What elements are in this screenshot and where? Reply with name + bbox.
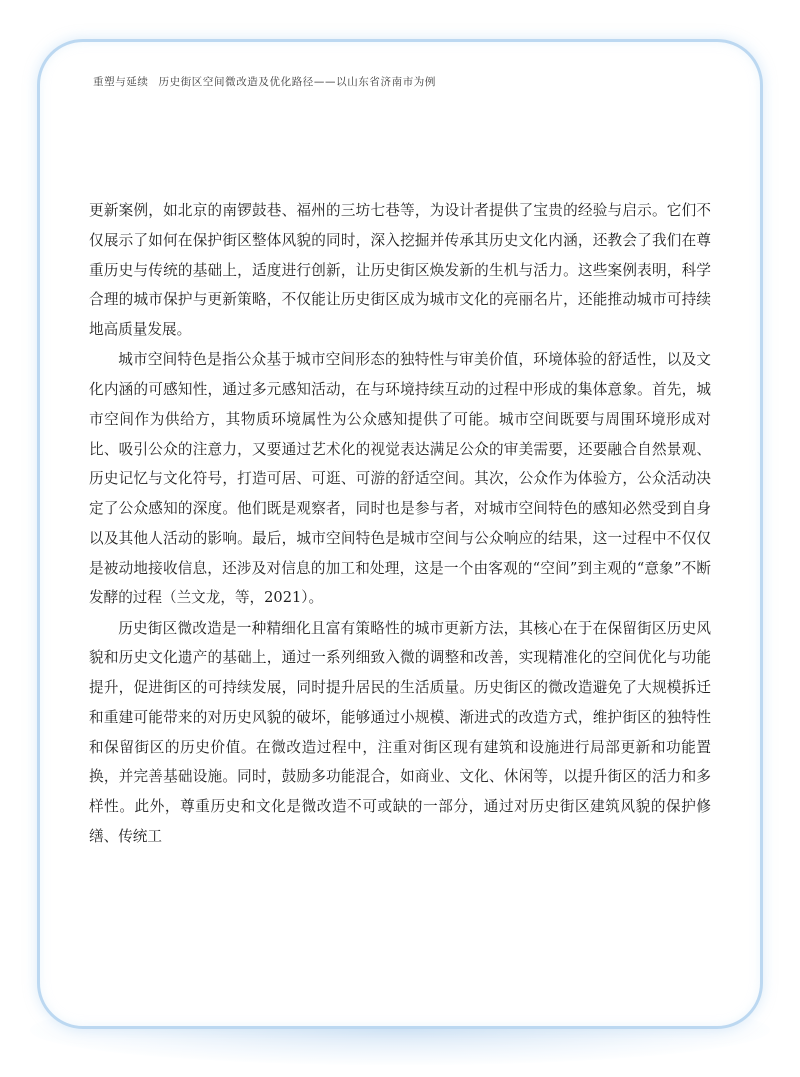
body-text xyxy=(89,196,711,852)
book-title: 重塑与延续 xyxy=(93,76,149,88)
paragraph-micro-renewal: 历史街区微改造是一种精细化且富有策略性的城市更新方法，其核心在于在保留街区历史风貌和历史文化遗产的基础上，通过一系列细致入微的调整和改善，实现精准化的空间优化与功能提升，促进街区的可持续发展，同时提升居民的生活质量。历史街区的微改造避免了大规模拆迁和重建可能带来的对历史风貌的破坏，能够通过小规模、渐进式的改造方式，维护街区的独特性和保留街区的历史价值。在微改造过程中，注重对街区现有建筑和设施进行局部更新和功能置换，并完善基础设施。同时，鼓励多功能混合，如商业、文化、休闲等，以提升街区的活力和多样性。此外，尊重历史和文化是微改造不可或缺的一部分，通过对历史街区建筑风貌的保护修缮、传统工 xyxy=(89,619,711,845)
paragraph-continued: 更新案例，如北京的南锣鼓巷、福州的三坊七巷等，为设计者提供了宝贵的经验与启示。它们不仅展示了如何在保护街区整体风貌的同时，深入挖掘并传承其历史文化内涵，还教会了我们在尊重历史与传统的基础上，适度进行创新，让历史街区焕发新的生机与活力。这些案例表明，科学合理的城市保护与更新策略，不仅能让历史街区成为城市文化的亮丽名片，还能推动城市可持续地高质量发展。 xyxy=(89,202,711,338)
running-header xyxy=(93,74,436,89)
chapter-title: 历史街区空间微改造及优化路径——以山东省济南市为例 xyxy=(158,76,436,88)
paragraph-urban-space-features: 城市空间特色是指公众基于城市空间形态的独特性与审美价值，环境体验的舒适性，以及文化内涵的可感知性，通过多元感知活动，在与环境持续互动的过程中形成的集体意象。首先，城市空间作为供给方，其物质环境属性为公众感知提供了可能。城市空间既要与周围环境形成对比、吸引公众的注意力，又要通过艺术化的视觉表达满足公众的审美需要，还要融合自然景观、历史记忆与文化符号，打造可居、可逛、可游的舒适空间。其次，公众作为体验方，公众活动决定了公众感知的深度。他们既是观察者，同时也是参与者，对城市空间特色的感知必然受到自身以及其他人活动的影响。最后，城市空间特色是城市空间与公众响应的结果，这一过程中不仅仅是被动地接收信息，还涉及对信息的加工和处理，这是一个由客观的“空间”到主观的“意象”不断发酵的过程（兰文龙，等，2021）。 xyxy=(89,351,711,607)
